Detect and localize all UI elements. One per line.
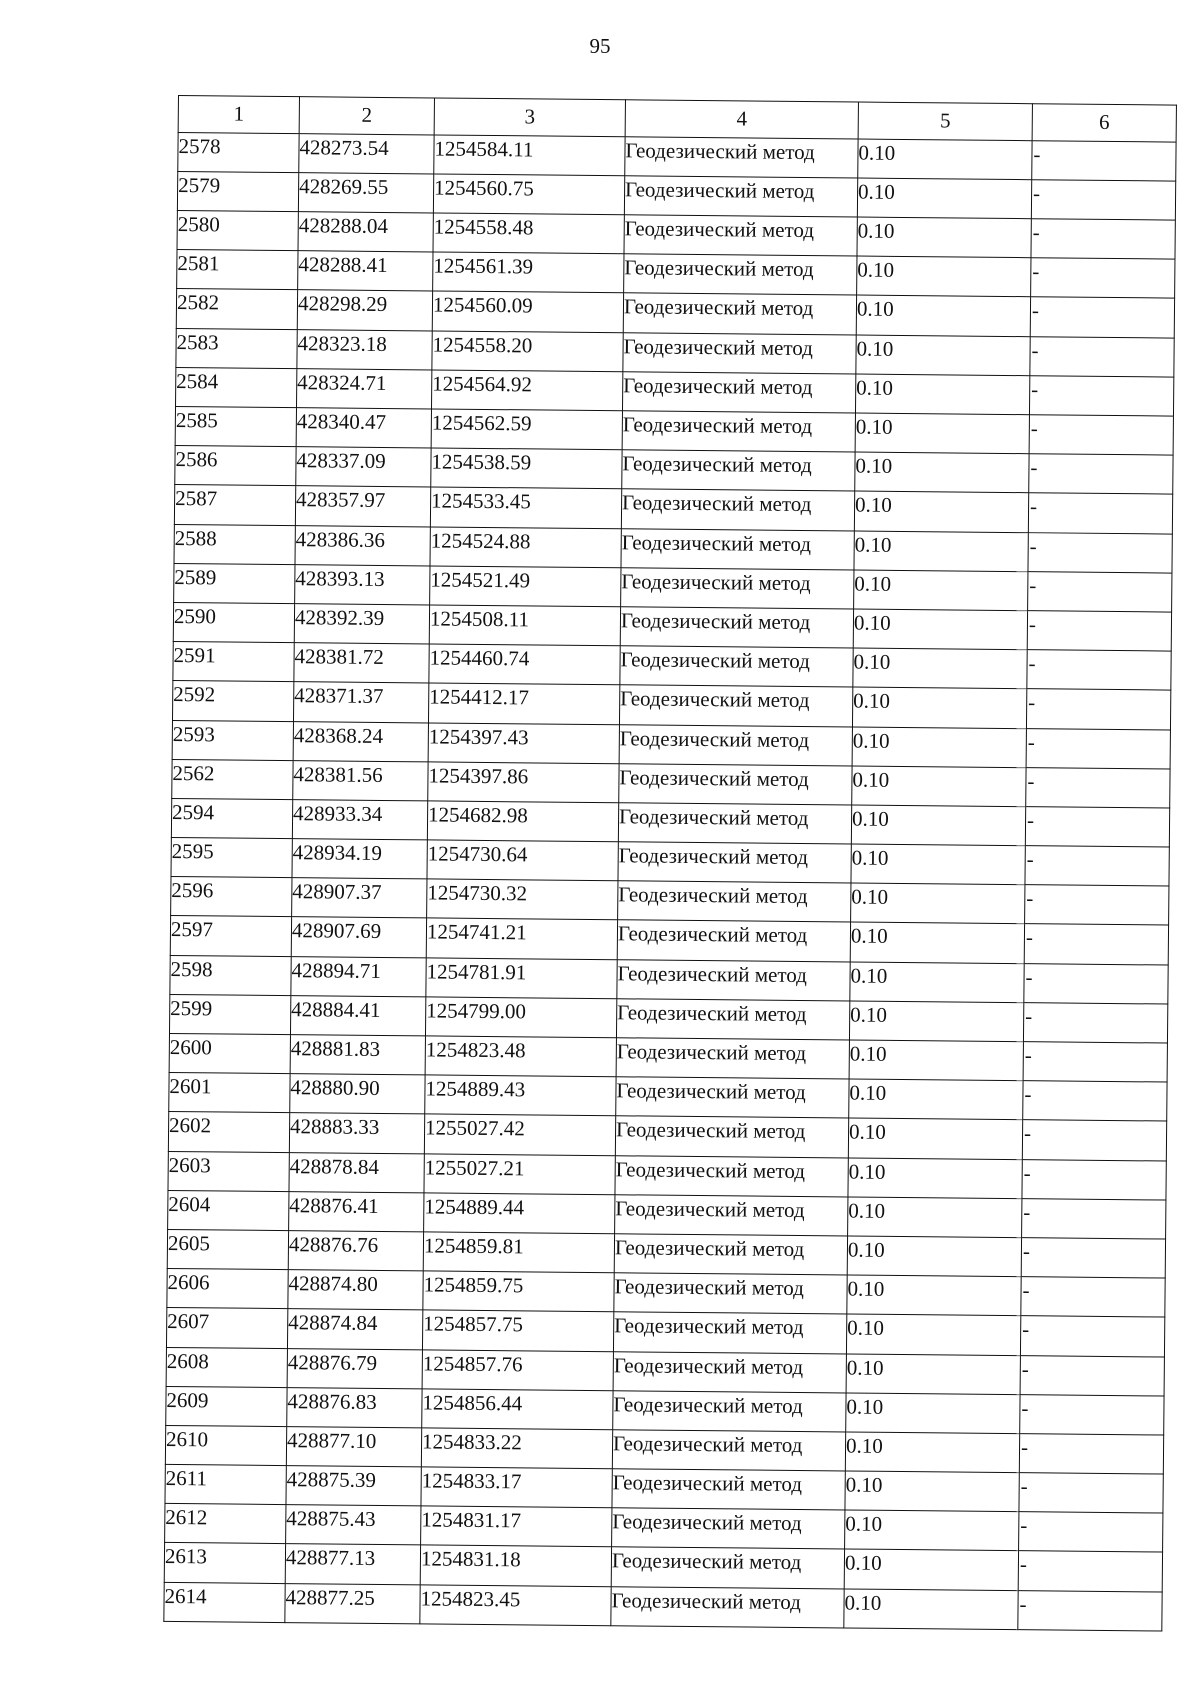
accuracy-cell: 0.10 bbox=[850, 962, 1024, 1003]
method-cell: Геодезический метод bbox=[622, 450, 855, 491]
point-number-cell: 2610 bbox=[165, 1425, 286, 1465]
method-cell: Геодезический метод bbox=[616, 999, 849, 1040]
x-coordinate-cell: 428323.18 bbox=[297, 329, 432, 369]
y-coordinate-cell: 1255027.21 bbox=[424, 1153, 615, 1194]
description-cell: - bbox=[1031, 258, 1175, 299]
y-coordinate-cell: 1254833.22 bbox=[421, 1428, 612, 1469]
method-cell: Геодезический метод bbox=[615, 1194, 848, 1235]
x-coordinate-cell: 428881.83 bbox=[290, 1035, 425, 1075]
description-cell: - bbox=[1029, 415, 1173, 456]
method-cell: Геодезический метод bbox=[613, 1312, 846, 1353]
accuracy-cell: 0.10 bbox=[844, 1589, 1018, 1630]
description-cell: - bbox=[1023, 1002, 1167, 1043]
column-header: 4 bbox=[625, 100, 858, 139]
method-cell: Геодезический метод bbox=[622, 411, 855, 452]
accuracy-cell: 0.10 bbox=[857, 217, 1031, 258]
point-number-cell: 2607 bbox=[166, 1308, 287, 1348]
description-cell: - bbox=[1028, 493, 1172, 534]
description-cell: - bbox=[1025, 846, 1169, 887]
y-coordinate-cell: 1254564.92 bbox=[431, 370, 622, 411]
x-coordinate-cell: 428877.13 bbox=[285, 1544, 420, 1584]
method-cell: Геодезический метод bbox=[620, 646, 853, 687]
x-coordinate-cell: 428337.09 bbox=[296, 447, 431, 487]
method-cell: Геодезический метод bbox=[612, 1508, 845, 1549]
y-coordinate-cell: 1254524.88 bbox=[430, 527, 621, 568]
method-cell: Геодезический метод bbox=[619, 685, 852, 726]
point-number-cell: 2591 bbox=[173, 642, 294, 682]
point-number-cell: 2595 bbox=[171, 838, 292, 878]
table-row bbox=[164, 1582, 1162, 1631]
description-cell: - bbox=[1032, 140, 1176, 181]
method-cell: Геодезический метод bbox=[624, 254, 857, 295]
x-coordinate-cell: 428880.90 bbox=[290, 1074, 425, 1114]
point-number-cell: 2598 bbox=[170, 955, 291, 995]
accuracy-cell: 0.10 bbox=[849, 1079, 1023, 1120]
x-coordinate-cell: 428884.41 bbox=[290, 995, 425, 1035]
description-cell: - bbox=[1025, 885, 1169, 926]
y-coordinate-cell: 1254682.98 bbox=[427, 801, 618, 842]
x-coordinate-cell: 428933.34 bbox=[292, 800, 427, 840]
method-cell: Геодезический метод bbox=[618, 803, 851, 844]
x-coordinate-cell: 428934.19 bbox=[292, 839, 427, 879]
description-cell: - bbox=[1029, 454, 1173, 495]
accuracy-cell: 0.10 bbox=[846, 1353, 1020, 1394]
description-cell: - bbox=[1020, 1355, 1164, 1396]
x-coordinate-cell: 428874.80 bbox=[288, 1270, 423, 1310]
y-coordinate-cell: 1254558.20 bbox=[432, 331, 623, 372]
x-coordinate-cell: 428381.56 bbox=[293, 760, 428, 800]
column-header: 3 bbox=[434, 98, 625, 137]
x-coordinate-cell: 428877.10 bbox=[286, 1426, 421, 1466]
description-cell: - bbox=[1018, 1590, 1162, 1631]
point-number-cell: 2583 bbox=[176, 328, 297, 368]
method-cell: Геодезический метод bbox=[623, 332, 856, 373]
description-cell: - bbox=[1027, 650, 1171, 691]
y-coordinate-cell: 1254856.44 bbox=[422, 1389, 613, 1430]
x-coordinate-cell: 428907.37 bbox=[292, 878, 427, 918]
y-coordinate-cell: 1254859.81 bbox=[423, 1232, 614, 1273]
method-cell: Геодезический метод bbox=[612, 1469, 845, 1510]
description-cell: - bbox=[1026, 767, 1170, 808]
accuracy-cell: 0.10 bbox=[851, 805, 1025, 846]
method-cell: Геодезический метод bbox=[614, 1273, 847, 1314]
point-number-cell: 2602 bbox=[168, 1112, 289, 1152]
accuracy-cell: 0.10 bbox=[849, 1001, 1023, 1042]
description-cell: - bbox=[1024, 924, 1168, 965]
y-coordinate-cell: 1254508.11 bbox=[429, 605, 620, 646]
accuracy-cell: 0.10 bbox=[848, 1197, 1022, 1238]
y-coordinate-cell: 1254831.17 bbox=[421, 1506, 612, 1547]
y-coordinate-cell: 1254397.43 bbox=[428, 722, 619, 763]
accuracy-cell: 0.10 bbox=[857, 256, 1031, 297]
accuracy-cell: 0.10 bbox=[857, 178, 1031, 219]
point-number-cell: 2579 bbox=[177, 171, 298, 211]
point-number-cell: 2604 bbox=[168, 1190, 289, 1230]
point-number-cell: 2613 bbox=[164, 1543, 285, 1583]
point-number-cell: 2588 bbox=[174, 524, 295, 564]
coordinates-table bbox=[163, 95, 1177, 1631]
accuracy-cell: 0.10 bbox=[852, 727, 1026, 768]
method-cell: Геодезический метод bbox=[614, 1234, 847, 1275]
accuracy-cell: 0.10 bbox=[853, 648, 1027, 689]
method-cell: Геодезический метод bbox=[623, 293, 856, 334]
x-coordinate-cell: 428298.29 bbox=[297, 290, 432, 330]
description-cell: - bbox=[1024, 963, 1168, 1004]
point-number-cell: 2605 bbox=[167, 1229, 288, 1269]
x-coordinate-cell: 428876.79 bbox=[287, 1348, 422, 1388]
x-coordinate-cell: 428874.84 bbox=[287, 1309, 422, 1349]
accuracy-cell: 0.10 bbox=[856, 335, 1030, 376]
x-coordinate-cell: 428877.25 bbox=[285, 1583, 420, 1623]
description-cell: - bbox=[1023, 1042, 1167, 1083]
method-cell: Геодезический метод bbox=[621, 528, 854, 569]
point-number-cell: 2606 bbox=[167, 1269, 288, 1309]
y-coordinate-cell: 1254857.76 bbox=[422, 1349, 613, 1390]
x-coordinate-cell: 428273.54 bbox=[299, 133, 434, 173]
point-number-cell: 2587 bbox=[174, 485, 295, 525]
point-number-cell: 2589 bbox=[174, 563, 295, 603]
x-coordinate-cell: 428392.39 bbox=[294, 604, 429, 644]
accuracy-cell: 0.10 bbox=[854, 531, 1028, 572]
x-coordinate-cell: 428371.37 bbox=[293, 682, 428, 722]
y-coordinate-cell: 1254823.45 bbox=[420, 1585, 611, 1626]
description-cell: - bbox=[1030, 336, 1174, 377]
y-coordinate-cell: 1254889.44 bbox=[424, 1193, 615, 1234]
accuracy-cell: 0.10 bbox=[847, 1275, 1021, 1316]
x-coordinate-cell: 428288.41 bbox=[298, 251, 433, 291]
method-cell: Геодезический метод bbox=[619, 724, 852, 765]
accuracy-cell: 0.10 bbox=[847, 1236, 1021, 1277]
point-number-cell: 2562 bbox=[172, 759, 293, 799]
method-cell: Геодезический метод bbox=[625, 136, 858, 177]
description-cell: - bbox=[1031, 180, 1175, 221]
column-header: 2 bbox=[299, 97, 434, 135]
accuracy-cell: 0.10 bbox=[855, 452, 1029, 493]
description-cell: - bbox=[1019, 1512, 1163, 1553]
point-number-cell: 2581 bbox=[177, 250, 298, 290]
y-coordinate-cell: 1254730.64 bbox=[427, 840, 618, 881]
point-number-cell: 2584 bbox=[176, 367, 297, 407]
accuracy-cell: 0.10 bbox=[851, 883, 1025, 924]
x-coordinate-cell: 428288.04 bbox=[298, 212, 433, 252]
y-coordinate-cell: 1254560.75 bbox=[433, 174, 624, 215]
table-body bbox=[164, 132, 1176, 1631]
accuracy-cell: 0.10 bbox=[848, 1158, 1022, 1199]
accuracy-cell: 0.10 bbox=[852, 766, 1026, 807]
accuracy-cell: 0.10 bbox=[844, 1549, 1018, 1590]
accuracy-cell: 0.10 bbox=[846, 1393, 1020, 1434]
description-cell: - bbox=[1028, 532, 1172, 573]
y-coordinate-cell: 1254889.43 bbox=[425, 1075, 616, 1116]
x-coordinate-cell: 428878.84 bbox=[289, 1152, 424, 1192]
accuracy-cell: 0.10 bbox=[853, 609, 1027, 650]
accuracy-cell: 0.10 bbox=[856, 295, 1030, 336]
description-cell: - bbox=[1027, 611, 1171, 652]
y-coordinate-cell: 1254397.86 bbox=[428, 762, 619, 803]
point-number-cell: 2609 bbox=[166, 1386, 287, 1426]
method-cell: Геодезический метод bbox=[611, 1547, 844, 1588]
point-number-cell: 2611 bbox=[165, 1465, 286, 1505]
x-coordinate-cell: 428324.71 bbox=[297, 368, 432, 408]
method-cell: Геодезический метод bbox=[620, 607, 853, 648]
column-header: 1 bbox=[178, 96, 299, 134]
x-coordinate-cell: 428894.71 bbox=[291, 956, 426, 996]
description-cell: - bbox=[1020, 1394, 1164, 1435]
y-coordinate-cell: 1254533.45 bbox=[430, 487, 621, 528]
method-cell: Геодезический метод bbox=[619, 763, 852, 804]
accuracy-cell: 0.10 bbox=[855, 413, 1029, 454]
x-coordinate-cell: 428875.39 bbox=[286, 1466, 421, 1506]
point-number-cell: 2586 bbox=[175, 446, 296, 486]
y-coordinate-cell: 1254521.49 bbox=[430, 566, 621, 607]
description-cell: - bbox=[1028, 571, 1172, 612]
method-cell: Геодезический метод bbox=[624, 215, 857, 256]
description-cell: - bbox=[1025, 807, 1169, 848]
point-number-cell: 2601 bbox=[169, 1073, 290, 1113]
x-coordinate-cell: 428883.33 bbox=[289, 1113, 424, 1153]
y-coordinate-cell: 1254799.00 bbox=[425, 997, 616, 1038]
description-cell: - bbox=[1019, 1473, 1163, 1514]
x-coordinate-cell: 428368.24 bbox=[293, 721, 428, 761]
x-coordinate-cell: 428876.76 bbox=[288, 1231, 423, 1271]
y-coordinate-cell: 1254562.59 bbox=[431, 409, 622, 450]
description-cell: - bbox=[1021, 1238, 1165, 1279]
method-cell: Геодезический метод bbox=[618, 881, 851, 922]
description-cell: - bbox=[1030, 297, 1174, 338]
point-number-cell: 2578 bbox=[178, 132, 299, 172]
column-header: 5 bbox=[858, 102, 1032, 140]
y-coordinate-cell: 1254823.48 bbox=[425, 1036, 616, 1077]
point-number-cell: 2580 bbox=[177, 211, 298, 251]
point-number-cell: 2600 bbox=[169, 1033, 290, 1073]
y-coordinate-cell: 1254857.75 bbox=[422, 1310, 613, 1351]
accuracy-cell: 0.10 bbox=[851, 844, 1025, 885]
method-cell: Геодезический метод bbox=[617, 920, 850, 961]
point-number-cell: 2582 bbox=[176, 289, 297, 329]
accuracy-cell: 0.10 bbox=[852, 687, 1026, 728]
x-coordinate-cell: 428269.55 bbox=[298, 173, 433, 213]
accuracy-cell: 0.10 bbox=[845, 1510, 1019, 1551]
column-header: 6 bbox=[1032, 104, 1176, 142]
page-number: 95 bbox=[589, 34, 611, 58]
method-cell: Геодезический метод bbox=[624, 176, 857, 217]
point-number-cell: 2590 bbox=[173, 602, 294, 642]
description-cell: - bbox=[1023, 1081, 1167, 1122]
description-cell: - bbox=[1026, 689, 1170, 730]
point-number-cell: 2614 bbox=[164, 1582, 285, 1622]
description-cell: - bbox=[1020, 1316, 1164, 1357]
accuracy-cell: 0.10 bbox=[854, 570, 1028, 611]
y-coordinate-cell: 1254412.17 bbox=[428, 683, 619, 724]
accuracy-cell: 0.10 bbox=[848, 1118, 1022, 1159]
accuracy-cell: 0.10 bbox=[849, 1040, 1023, 1081]
point-number-cell: 2608 bbox=[166, 1347, 287, 1387]
y-coordinate-cell: 1254831.18 bbox=[420, 1545, 611, 1586]
x-coordinate-cell: 428340.47 bbox=[296, 408, 431, 448]
method-cell: Геодезический метод bbox=[612, 1430, 845, 1471]
method-cell: Геодезический метод bbox=[613, 1351, 846, 1392]
accuracy-cell: 0.10 bbox=[850, 922, 1024, 963]
y-coordinate-cell: 1255027.42 bbox=[424, 1114, 615, 1155]
x-coordinate-cell: 428381.72 bbox=[294, 643, 429, 683]
y-coordinate-cell: 1254538.59 bbox=[431, 448, 622, 489]
point-number-cell: 2612 bbox=[165, 1504, 286, 1544]
description-cell: - bbox=[1026, 728, 1170, 769]
x-coordinate-cell: 428357.97 bbox=[295, 486, 430, 526]
description-cell: - bbox=[1022, 1198, 1166, 1239]
y-coordinate-cell: 1254584.11 bbox=[434, 135, 625, 176]
x-coordinate-cell: 428876.41 bbox=[289, 1191, 424, 1231]
x-coordinate-cell: 428875.43 bbox=[286, 1505, 421, 1545]
method-cell: Геодезический метод bbox=[615, 1116, 848, 1157]
method-cell: Геодезический метод bbox=[622, 372, 855, 413]
description-cell: - bbox=[1022, 1159, 1166, 1200]
y-coordinate-cell: 1254730.32 bbox=[427, 879, 618, 920]
description-cell: - bbox=[1031, 219, 1175, 260]
accuracy-cell: 0.10 bbox=[846, 1314, 1020, 1355]
description-cell: - bbox=[1021, 1277, 1165, 1318]
accuracy-cell: 0.10 bbox=[854, 491, 1028, 532]
point-number-cell: 2596 bbox=[171, 877, 292, 917]
x-coordinate-cell: 428386.36 bbox=[295, 525, 430, 565]
x-coordinate-cell: 428876.83 bbox=[287, 1387, 422, 1427]
accuracy-cell: 0.10 bbox=[855, 374, 1029, 415]
method-cell: Геодезический метод bbox=[616, 1038, 849, 1079]
point-number-cell: 2599 bbox=[169, 994, 290, 1034]
y-coordinate-cell: 1254833.17 bbox=[421, 1467, 612, 1508]
y-coordinate-cell: 1254460.74 bbox=[429, 644, 620, 685]
accuracy-cell: 0.10 bbox=[845, 1432, 1019, 1473]
point-number-cell: 2585 bbox=[175, 406, 296, 446]
accuracy-cell: 0.10 bbox=[858, 139, 1032, 180]
x-coordinate-cell: 428907.69 bbox=[291, 917, 426, 957]
method-cell: Геодезический метод bbox=[616, 1077, 849, 1118]
method-cell: Геодезический метод bbox=[621, 568, 854, 609]
point-number-cell: 2593 bbox=[172, 720, 293, 760]
point-number-cell: 2597 bbox=[170, 916, 291, 956]
description-cell: - bbox=[1029, 376, 1173, 417]
y-coordinate-cell: 1254781.91 bbox=[426, 958, 617, 999]
description-cell: - bbox=[1019, 1434, 1163, 1475]
method-cell: Геодезический метод bbox=[621, 489, 854, 530]
y-coordinate-cell: 1254741.21 bbox=[426, 918, 617, 959]
method-cell: Геодезический метод bbox=[613, 1390, 846, 1431]
method-cell: Геодезический метод bbox=[617, 959, 850, 1000]
point-number-cell: 2594 bbox=[171, 798, 292, 838]
point-number-cell: 2603 bbox=[168, 1151, 289, 1191]
method-cell: Геодезический метод bbox=[618, 842, 851, 883]
x-coordinate-cell: 428393.13 bbox=[295, 564, 430, 604]
y-coordinate-cell: 1254558.48 bbox=[433, 213, 624, 254]
method-cell: Геодезический метод bbox=[615, 1155, 848, 1196]
method-cell: Геодезический метод bbox=[611, 1586, 844, 1627]
description-cell: - bbox=[1022, 1120, 1166, 1161]
accuracy-cell: 0.10 bbox=[845, 1471, 1019, 1512]
description-cell: - bbox=[1018, 1551, 1162, 1592]
y-coordinate-cell: 1254561.39 bbox=[433, 252, 624, 293]
y-coordinate-cell: 1254859.75 bbox=[423, 1271, 614, 1312]
point-number-cell: 2592 bbox=[173, 681, 294, 721]
y-coordinate-cell: 1254560.09 bbox=[432, 291, 623, 332]
